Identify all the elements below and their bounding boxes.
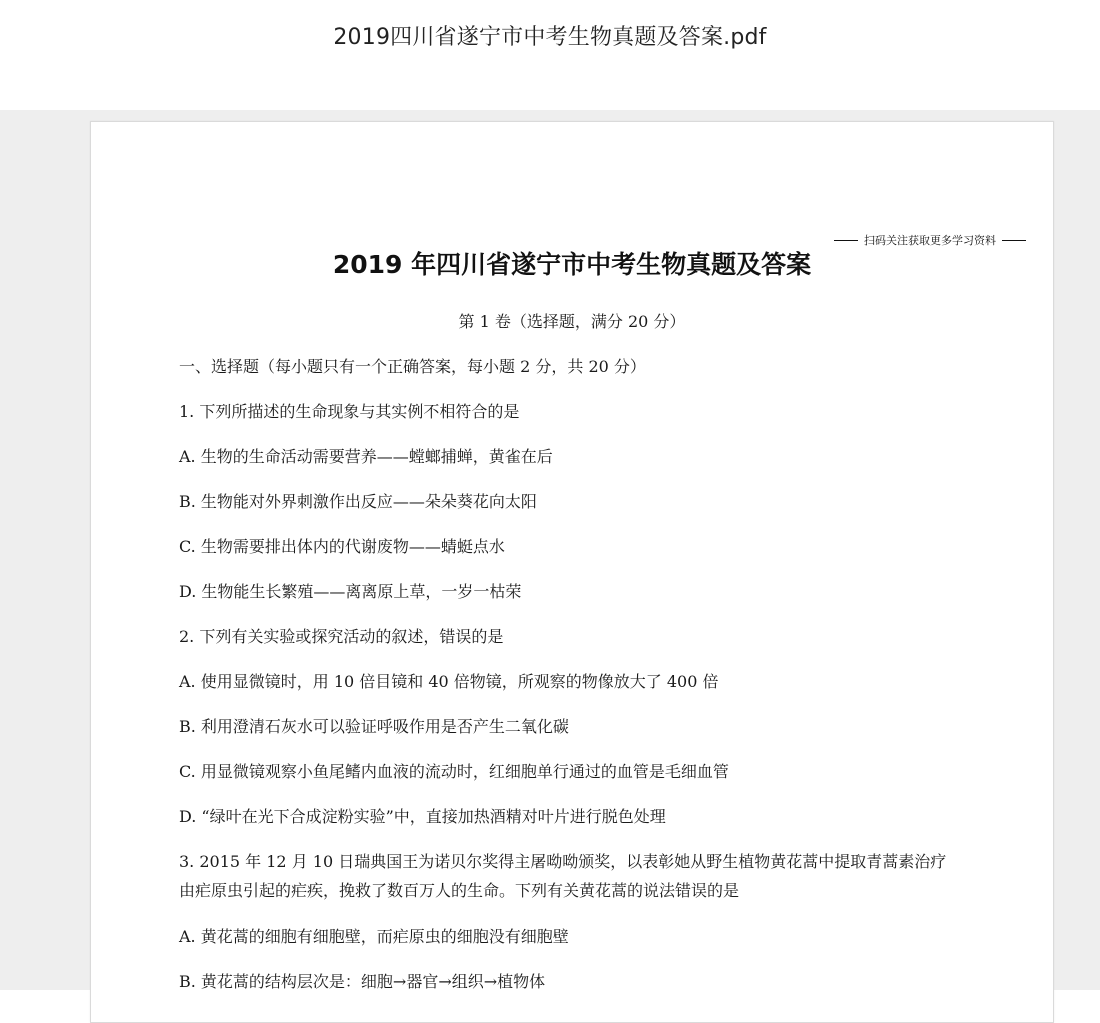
question-2-stem: 2. 下列有关实验或探究活动的叙述，错误的是 bbox=[179, 627, 504, 646]
volume-subtitle: 第 1 卷（选择题，满分 20 分） bbox=[458, 312, 686, 331]
question-2-option-a: A. 使用显微镜时，用 10 倍目镜和 40 倍物镜，所观察的物像放大了 400 倍 bbox=[179, 672, 719, 691]
watermark-right-rule bbox=[1002, 240, 1026, 241]
watermark-left-rule bbox=[834, 240, 858, 241]
question-3-option-a: A. 黄花蒿的细胞有细胞壁，而疟原虫的细胞没有细胞壁 bbox=[179, 927, 569, 946]
question-2-option-b: B. 利用澄清石灰水可以验证呼吸作用是否产生二氧化碳 bbox=[179, 717, 569, 736]
document-viewer[interactable] bbox=[0, 110, 1100, 990]
question-1-option-b: B. 生物能对外界刺激作出反应——朵朵葵花向太阳 bbox=[179, 492, 537, 511]
question-1-option-d: D. 生物能生长繁殖——离离原上草，一岁一枯荣 bbox=[179, 582, 522, 601]
question-3-stem-line-2: 由疟原虫引起的疟疾，挽救了数百万人的生命。下列有关黄花蒿的说法错误的是 bbox=[179, 881, 740, 900]
question-1-option-a: A. 生物的生命活动需要营养——螳螂捕蝉，黄雀在后 bbox=[179, 447, 553, 466]
document-title: 2019 年四川省遂宁市中考生物真题及答案 bbox=[332, 250, 812, 279]
question-1-stem: 1. 下列所描述的生命现象与其实例不相符合的是 bbox=[179, 402, 520, 421]
watermark-text: 扫码关注获取更多学习资料 bbox=[864, 234, 996, 247]
question-3-stem-line-1: 3. 2015 年 12 月 10 日瑞典国王为诺贝尔奖得主屠呦呦颁奖，以表彰她从野生植物黄花蒿中提取青蒿素治疗 bbox=[179, 852, 947, 871]
section-heading: 一、选择题（每小题只有一个正确答案，每小题 2 分，共 20 分） bbox=[179, 357, 646, 376]
title-bar bbox=[0, 0, 1100, 110]
question-1-option-c: C. 生物需要排出体内的代谢废物——蜻蜓点水 bbox=[179, 537, 505, 556]
question-2-option-c: C. 用显微镜观察小鱼尾鳍内血液的流动时，红细胞单行通过的血管是毛细血管 bbox=[179, 762, 729, 781]
pdf-page bbox=[90, 121, 1054, 1023]
question-3-option-b: B. 黄花蒿的结构层次是：细胞→器官→组织→植物体 bbox=[179, 972, 546, 991]
question-2-option-d: D. “绿叶在光下合成淀粉实验”中，直接加热酒精对叶片进行脱色处理 bbox=[179, 807, 666, 826]
file-title: 2019四川省遂宁市中考生物真题及答案.pdf bbox=[333, 25, 767, 50]
